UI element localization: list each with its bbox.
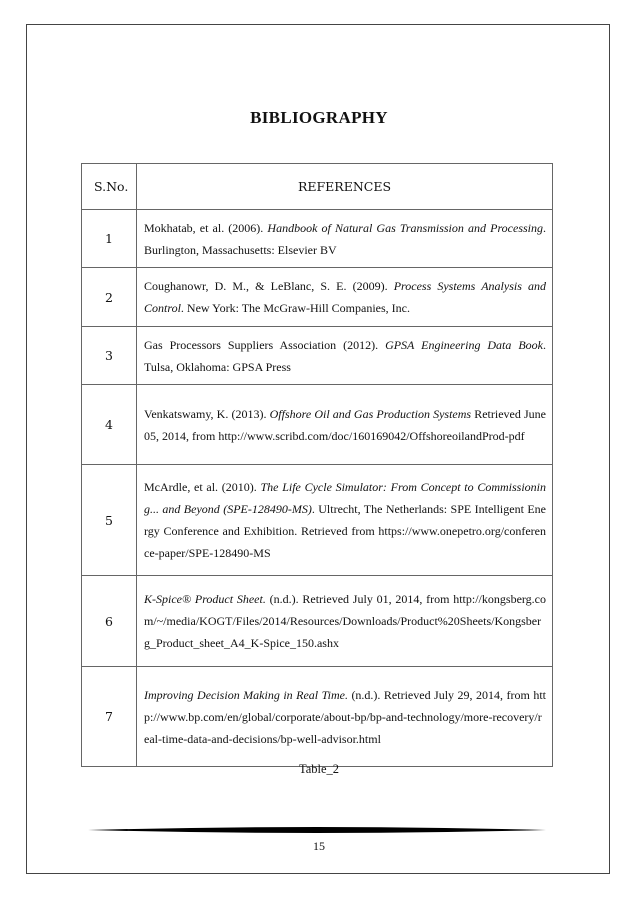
page-title: BIBLIOGRAPHY [250, 108, 388, 127]
header-references: REFERENCES [137, 164, 553, 210]
reference-title: GPSA Engineering Data Book [385, 337, 543, 352]
reference-text: Mokhatab, et al. (2006). [144, 220, 268, 235]
table-row [82, 385, 553, 465]
reference-cell [137, 327, 553, 385]
table-row [82, 576, 553, 667]
reference-cell [137, 667, 553, 767]
row-sno: 2 [82, 268, 137, 327]
reference-text: . Tulsa, Oklahoma: GPSA Press [144, 337, 546, 374]
table-header-row [82, 164, 553, 210]
reference-title: Handbook of Natural Gas Transmission and Processing [267, 220, 543, 235]
table-row [82, 268, 553, 327]
reference-cell [137, 210, 553, 268]
row-sno: 5 [82, 465, 137, 576]
reference-title: Process Systems Analysis and Control [144, 279, 546, 315]
reference-cell [137, 268, 553, 327]
reference-text: Gas Processors Suppliers Association (2012). [144, 337, 386, 352]
reference-text: (n.d.). Retrieved July 01, 2014, from http://kongsberg.com/~/media/KOGT/Files/2014/Resources/Downloads/Product%20Sheets/Kongsberg_Product_sheet_A4_K-Spice_150.ashx [144, 592, 546, 650]
reference-text: McArdle, et al. (2010). [144, 480, 261, 494]
reference-cell [137, 576, 553, 667]
reference-title: The Life Cycle Simulator: From Concept to Commissioning... and Beyond (SPE-128490-MS) [144, 480, 546, 516]
reference-text: . Ultrecht, The Netherlands: SPE Intelligent Energy Conference and Exhibition. Retrieved from https://www.onepetro.org/conference-paper/SPE-128490-MS [144, 502, 546, 560]
reference-text: Coughanowr, D. M., & LeBlanc, S. E. (2009). [144, 279, 394, 293]
reference-text: Retrieved June 05, 2014, from http://www.scribd.com/doc/160169042/OffshoreoilandProd-pdf [144, 406, 546, 443]
table-row [82, 465, 553, 576]
reference-text: . New York: The McGraw-Hill Companies, Inc. [180, 301, 410, 315]
bibliography-table [81, 163, 553, 767]
reference-cell [137, 385, 553, 465]
row-sno: 7 [82, 667, 137, 767]
row-sno: 3 [82, 327, 137, 385]
reference-title: K-Spice® Product Sheet. [144, 592, 266, 606]
header-sno: S.No. [82, 164, 137, 210]
table-row [82, 667, 553, 767]
reference-title: Offshore Oil and Gas Production Systems [269, 406, 472, 421]
reference-cell [137, 465, 553, 576]
row-sno: 4 [82, 385, 137, 465]
reference-text: (n.d.). Retrieved July 29, 2014, from http://www.bp.com/en/global/corporate/about-bp/bp-and-technology/more-recovery/real-time-data-and-decisions/bp-well-advisor.html [144, 687, 546, 746]
footer-rule [88, 826, 546, 834]
row-sno: 6 [82, 576, 137, 667]
table-caption: Table_2 [298, 762, 340, 776]
row-sno: 1 [82, 210, 137, 268]
reference-text: Venkatswamy, K. (2013). [144, 406, 270, 421]
table-row [82, 210, 553, 268]
table-row [82, 327, 553, 385]
reference-title: Improving Decision Making in Real Time. [144, 687, 348, 702]
reference-text: . Burlington, Massachusetts: Elsevier BV [144, 220, 546, 257]
page-number: 15 [313, 839, 325, 853]
